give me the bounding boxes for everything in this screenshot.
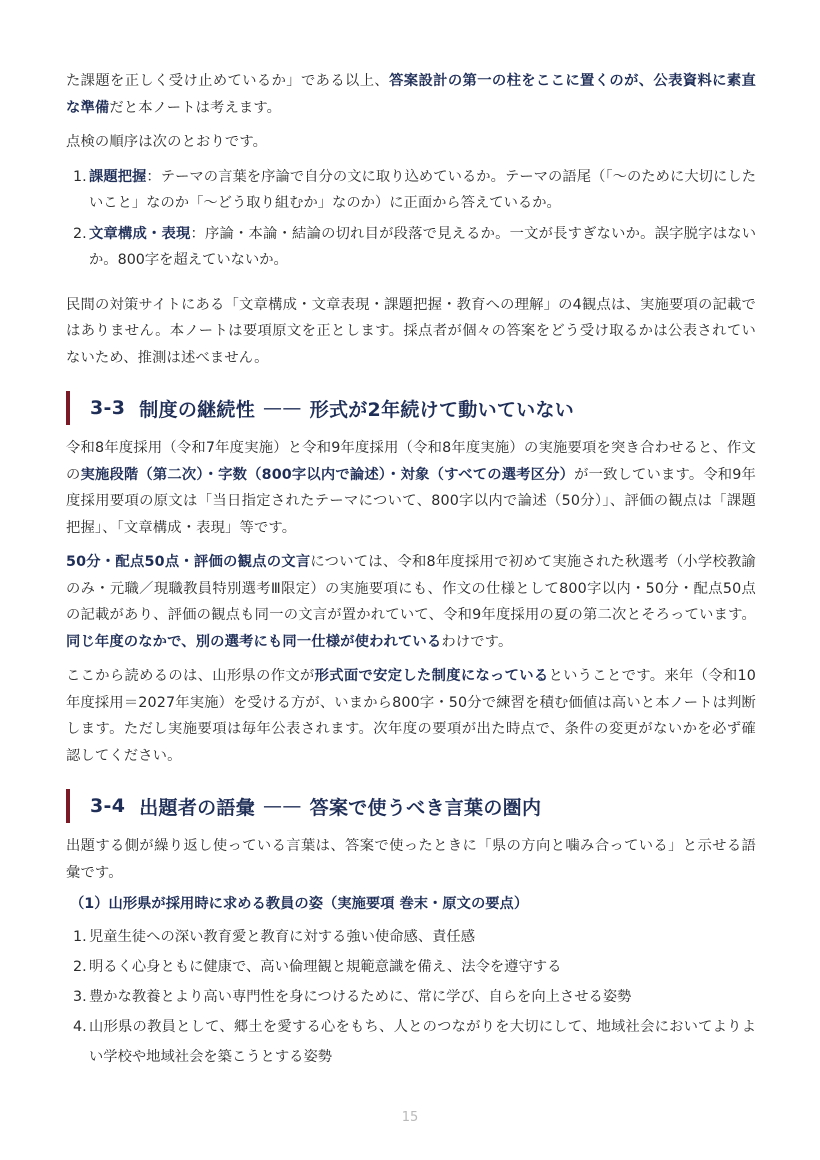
list-item	[66, 952, 756, 982]
subheading: （1）山形県が採用時に求める教員の姿（実施要項 巻末・原文の要点）	[70, 896, 529, 912]
section-subtitle: 形式が2年続けて動いていない	[309, 398, 575, 421]
s33-p2-text: については、令和8年度採用で初めて実施された秋選考（小学校教諭のみ・元職／現職教員特別選考Ⅲ限定）の実施要項にも、作文の仕様として800字以内・50分・配点50点の記載があり、評価の観点も同一の文言が置かれていて、令和9年度採用の夏の第二次とそろっています。	[66, 554, 756, 623]
list-number: 4.	[73, 1019, 87, 1035]
s33-p3-text: ここから読めるのは、山形県の作文が	[66, 668, 315, 684]
list-item	[66, 922, 756, 952]
check-term: 課題把握	[89, 168, 147, 185]
check-term: 文章構成・表現	[89, 225, 191, 242]
page-content	[66, 68, 756, 1072]
s33-p1-emphasis: 実施段階（第二次）・字数（800字以内で論述）・対象（すべての選考区分）	[80, 466, 575, 483]
list-item-text: 豊かな教養とより高い専門性を身につけるために、常に学び、自らを向上させる姿勢	[89, 989, 632, 1005]
section-number: 3-3	[90, 397, 126, 419]
s33-p1-text: 令和8年度採用（令和7年度実施）と令和9年度採用（令和8年度実施）の実施要項を突き合わせると、作文の	[66, 440, 756, 483]
section-title: 制度の継続性	[139, 398, 256, 421]
list-item-text: 児童生徒への深い教育愛と教育に対する強い使命感、責任感	[89, 929, 476, 945]
section-title: 出題者の語彙	[139, 796, 256, 819]
list-number: 1.	[73, 929, 87, 945]
intro-p1-emphasis: 答案設計の第一の柱をここに置くのが、公表資料に素直な準備	[66, 73, 756, 116]
list-item	[66, 221, 756, 274]
teacher-qualities-list	[66, 922, 756, 1072]
list-item	[66, 982, 756, 1012]
intro-paragraph-1	[66, 68, 756, 121]
section-dash: ——	[263, 795, 302, 817]
s33-p2-tail: わけです。	[441, 633, 513, 650]
list-number: 2.	[73, 225, 87, 242]
section33-paragraph-3	[66, 663, 756, 769]
section-heading-3-3	[66, 391, 756, 425]
section33-paragraph-2	[66, 549, 756, 655]
list-item-text: 山形県の教員として、郷土を愛する心をもち、人とのつながりを大切にして、地域社会においてよりよい学校や地域社会を築こうとする姿勢	[89, 1019, 756, 1065]
section34-paragraph-1: 出題する側が繰り返し使っている言葉は、答案で使ったときに「県の方向と噛み合っている」と示せる語彙です。	[66, 838, 756, 881]
s33-p2-emphasis: 50分・配点50点・評価の観点の文言	[66, 554, 311, 570]
list-item	[66, 1012, 756, 1072]
section-heading-3-4	[66, 789, 756, 823]
section-subtitle: 答案で使うべき言葉の圏内	[309, 796, 542, 819]
s33-p2-emphasis-2: 同じ年度のなかで、別の選考にも同一仕様が使われている	[66, 633, 442, 650]
s33-p3-tail: ということです。来年（令和10年度採用＝2027年実施）を受ける方が、いまから800字・50分で練習を積む価値は高いと本ノートは判断します。ただし実施要項は毎年公表されます。次年度の要項が出た時点で、条件の変更がないかを必ず確認してください。	[66, 668, 757, 764]
list-number: 3.	[73, 989, 87, 1005]
list-number: 1.	[73, 168, 87, 185]
intro-p1-text: た課題を正しく受け止めているか」である以上、	[66, 73, 390, 89]
list-item	[66, 164, 756, 217]
intro-p1-tail: だと本ノートは考えます。	[109, 99, 282, 116]
section33-paragraph-1	[66, 435, 756, 541]
page-number: 15	[401, 1110, 419, 1125]
intro-paragraph-2: 点検の順序は次のとおりです。	[66, 134, 268, 150]
intro-paragraph-3: 民間の対策サイトにある「文章構成・文章表現・課題把握・教育への理解」の4観点は、実施要項の記載ではありません。本ノートは要項原文を正とします。採点者が個々の答案をどう受け取るかは公表されていないため、推測は述べません。	[66, 296, 756, 366]
s33-p1-tail: が一致しています。令和9年度採用要項の原文は「当日指定されたテーマについて、800字以内で論述（50分）」、評価の観点は「課題把握」、「文章構成・表現」等です。	[66, 466, 757, 536]
check-text: ：テーマの言葉を序論で自分の文に取り込めているか。テーマの語尾（「〜のために大切にしたいこと」なのか「〜どう取り組むか」なのか）に正面から答えているか。	[89, 168, 756, 211]
list-number: 2.	[73, 959, 87, 975]
s33-p3-emphasis: 形式面で安定した制度になっている	[314, 668, 549, 684]
list-item-text: 明るく心身ともに健康で、高い倫理観と規範意識を備え、法令を遵守する	[89, 959, 562, 975]
section-number: 3-4	[90, 795, 126, 817]
check-list	[66, 164, 756, 274]
check-text: ：序論・本論・結論の切れ目が段落で見えるか。一文が長すぎないか。誤字脱字はないか。800字を超えていないか。	[89, 225, 756, 268]
section-dash: ——	[263, 397, 302, 419]
